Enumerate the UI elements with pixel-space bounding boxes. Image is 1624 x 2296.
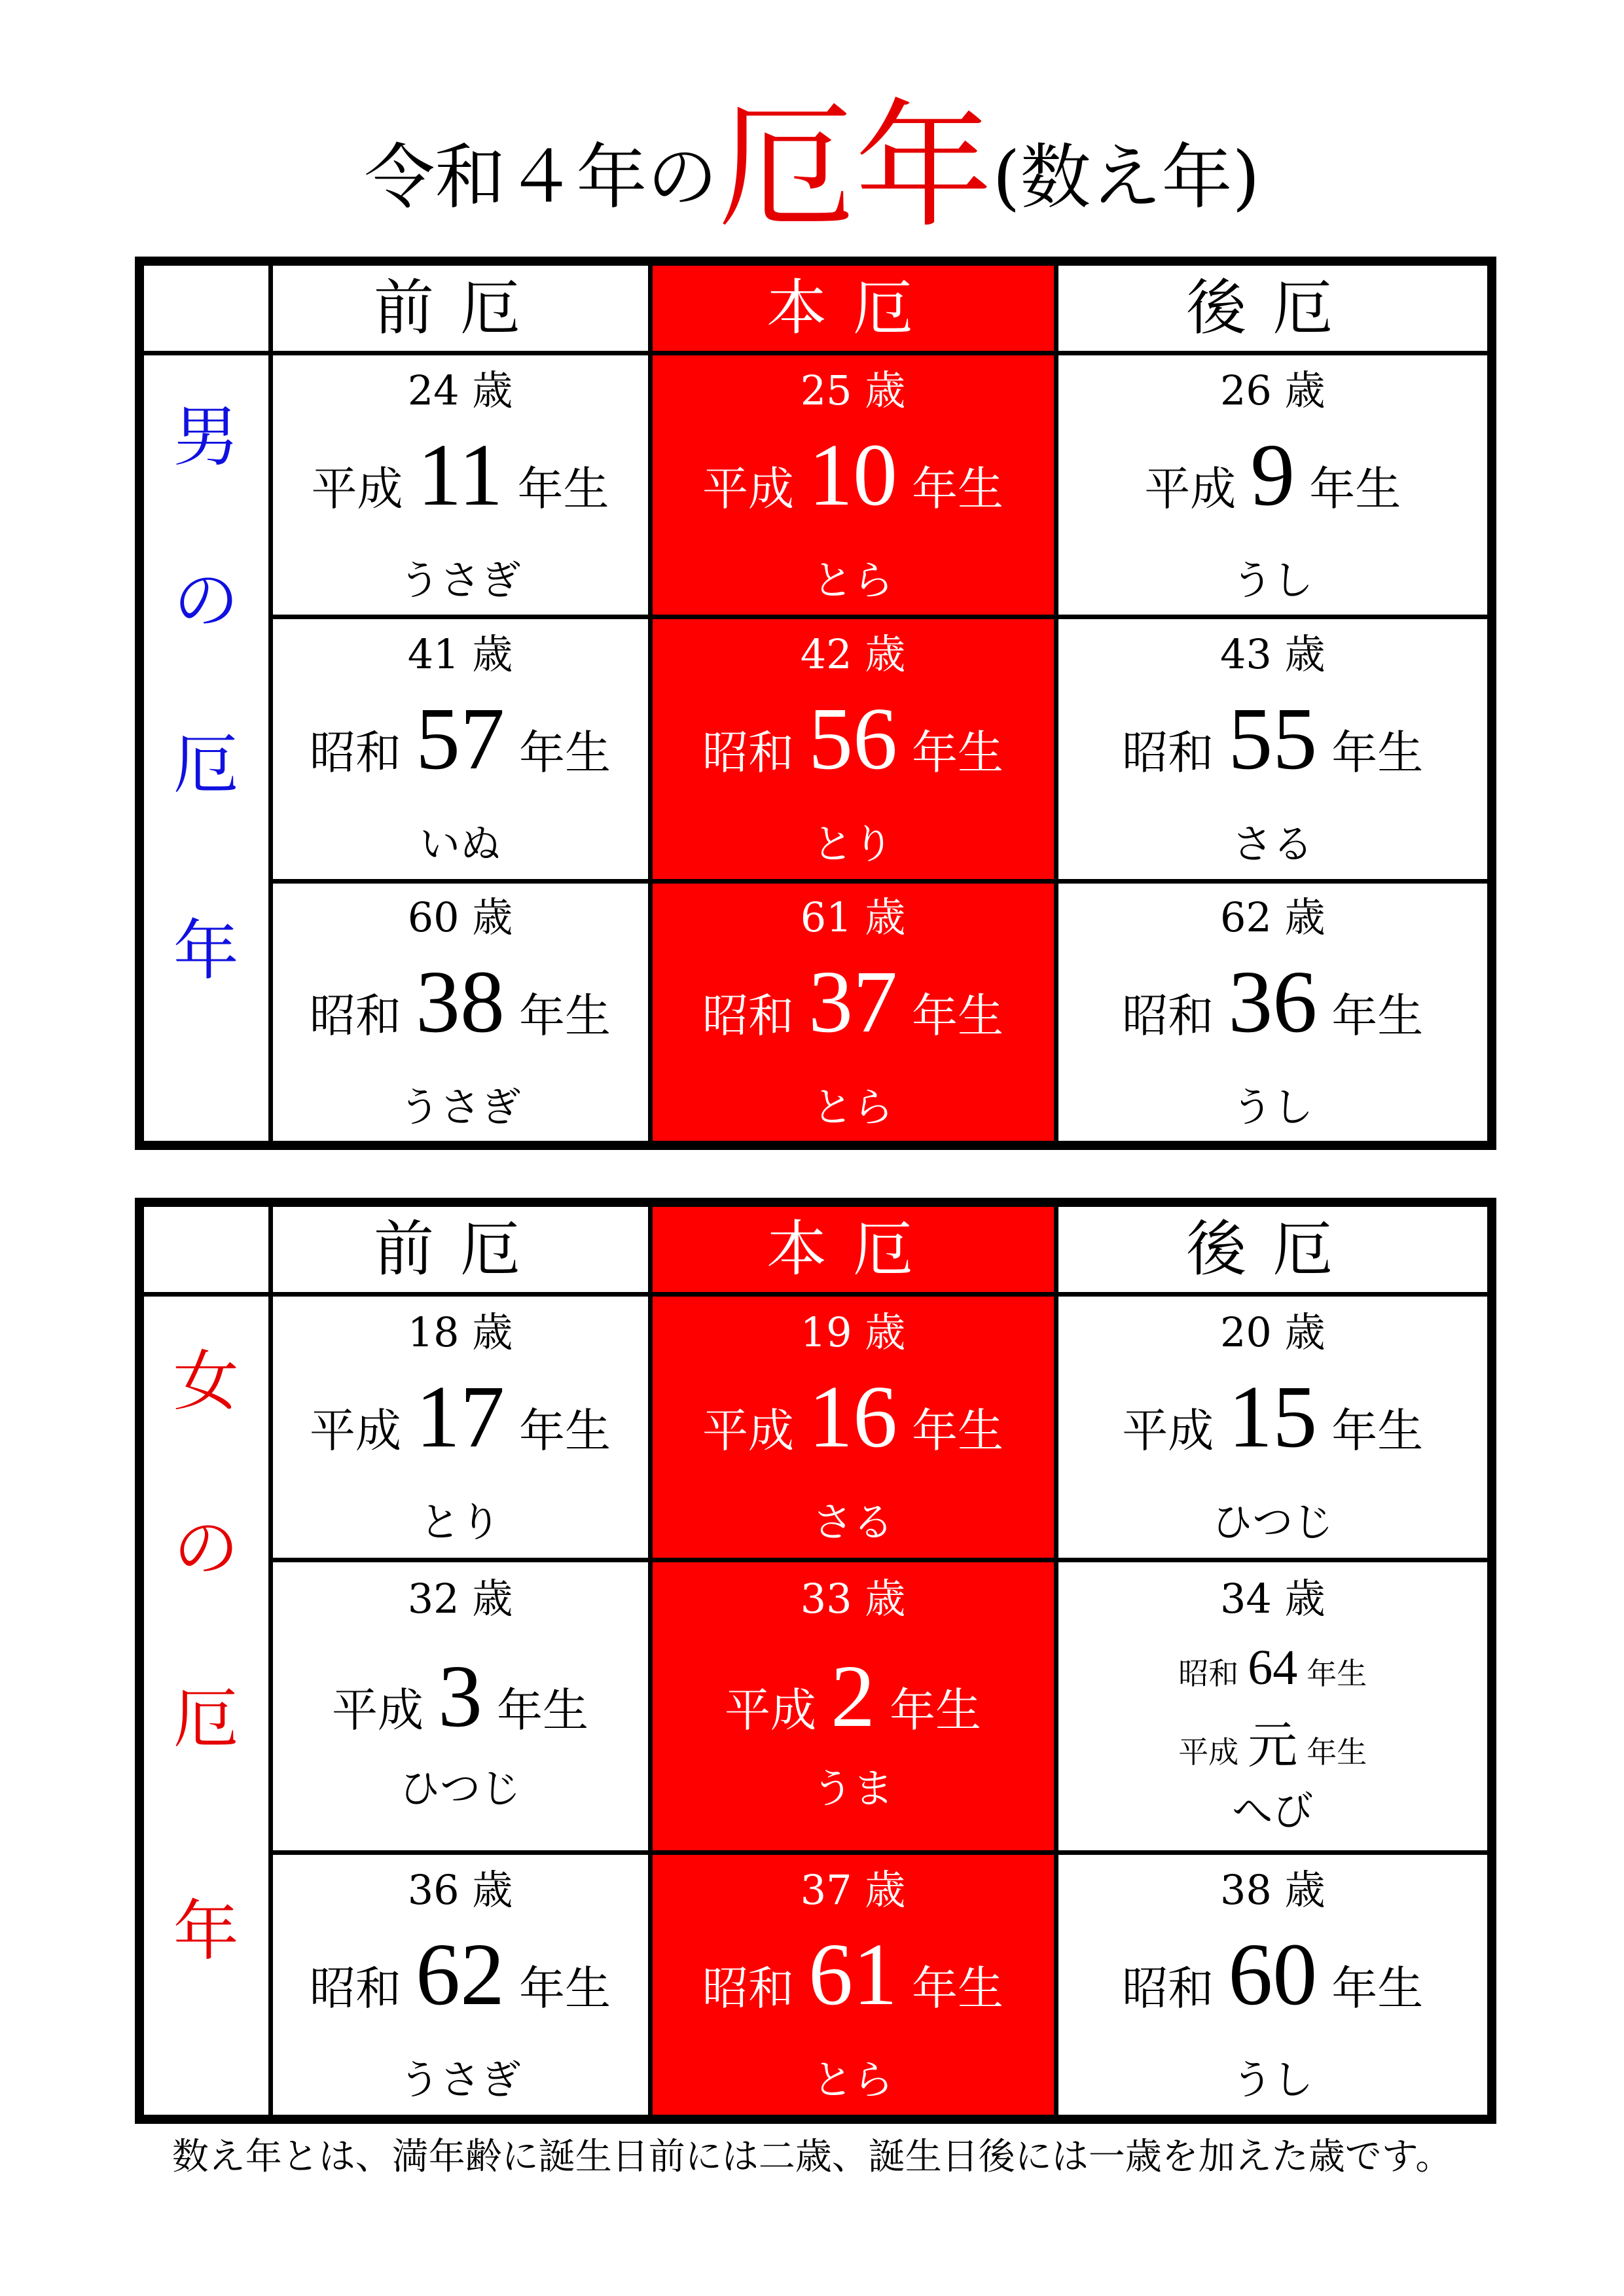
side-char: 年 xyxy=(173,1892,239,1969)
table-row xyxy=(139,353,1492,617)
year-number: 2 xyxy=(831,1647,875,1746)
zodiac-label: とら xyxy=(812,1083,893,1131)
year-suffix: 年生 xyxy=(890,1683,981,1738)
age-label: 24 歳 xyxy=(407,366,513,414)
era-name: 平成 xyxy=(702,461,794,516)
cell-honyaku xyxy=(650,353,1056,617)
year-suffix: 年生 xyxy=(497,1683,588,1738)
cell-maeyaku xyxy=(270,1294,650,1560)
era-name: 平成 xyxy=(1122,1404,1214,1458)
zodiac-label: うさぎ xyxy=(399,2056,521,2104)
age-label: 19 歳 xyxy=(800,1308,906,1357)
era-name: 平成 xyxy=(725,1683,816,1738)
birth-year xyxy=(653,953,1054,1051)
era-name: 昭和 xyxy=(310,989,401,1043)
header-corner xyxy=(139,1202,270,1294)
cell-atoyaku xyxy=(1056,881,1492,1145)
zodiac-label: へび xyxy=(1232,1787,1314,1835)
year-suffix: 年生 xyxy=(519,989,611,1043)
year-number: 9 xyxy=(1250,425,1295,524)
year-number: 3 xyxy=(438,1647,482,1746)
year-number: 16 xyxy=(808,1368,897,1467)
age-label: 42 歳 xyxy=(800,630,906,679)
cell-honyaku xyxy=(650,1294,1056,1560)
title-suffix: (数え年) xyxy=(992,137,1260,219)
zodiac-label: うし xyxy=(1232,556,1314,604)
year-number: 36 xyxy=(1228,953,1318,1051)
side-char: 厄 xyxy=(173,725,239,802)
men-yakudoshi-table xyxy=(135,257,1496,1150)
table-row xyxy=(139,617,1492,882)
year-suffix: 年生 xyxy=(912,1962,1003,2016)
cell-atoyaku xyxy=(1056,1294,1492,1560)
year-suffix: 年生 xyxy=(1331,1962,1424,2016)
era-name: 平成 xyxy=(310,1404,401,1458)
era-name: 昭和 xyxy=(1178,1656,1239,1692)
zodiac-label: ひつじ xyxy=(399,1765,521,1813)
zodiac-label: ひつじ xyxy=(1212,1498,1334,1547)
birth-year xyxy=(1058,1368,1488,1467)
era-name: 平成 xyxy=(1144,461,1236,516)
era-name: 昭和 xyxy=(1122,726,1214,780)
year-number: 17 xyxy=(416,1368,505,1467)
age-label: 61 歳 xyxy=(800,893,906,941)
year-number: 元 xyxy=(1248,1719,1298,1774)
year-number: 15 xyxy=(1228,1368,1318,1467)
year-suffix: 年生 xyxy=(912,1404,1003,1458)
cell-honyaku xyxy=(650,1560,1056,1853)
cell-honyaku xyxy=(650,1853,1056,2119)
age-label: 38 歳 xyxy=(1219,1866,1326,1914)
zodiac-label: とら xyxy=(812,556,893,604)
footnote: 数え年とは、満年齢に誕生日前には二歳、誕生日後には一歳を加えた歳です。 xyxy=(171,2136,1453,2178)
year-number: 57 xyxy=(416,690,505,789)
title-prefix: 令和４年の xyxy=(364,137,718,219)
year-number: 55 xyxy=(1228,690,1318,789)
zodiac-label: とり xyxy=(812,820,893,869)
birth-year xyxy=(273,1926,648,2024)
year-suffix: 年生 xyxy=(519,726,611,780)
cell-maeyaku xyxy=(270,1853,650,2119)
era-name: 平成 xyxy=(702,1404,794,1458)
era-name: 昭和 xyxy=(310,726,401,780)
cell-maeyaku xyxy=(270,881,650,1145)
cell-maeyaku xyxy=(270,617,650,882)
age-label: 32 歳 xyxy=(407,1575,513,1623)
year-number: 60 xyxy=(1228,1926,1318,2024)
era-name: 昭和 xyxy=(1122,1962,1214,2016)
year-suffix: 年生 xyxy=(1307,1656,1367,1692)
women-yakudoshi-table xyxy=(135,1198,1496,2124)
age-label: 37 歳 xyxy=(800,1866,906,1914)
cell-honyaku xyxy=(650,881,1056,1145)
year-suffix: 年生 xyxy=(912,461,1003,516)
women-side-label xyxy=(139,1294,270,2119)
header-row xyxy=(139,1202,1492,1294)
header-atoyaku: 後厄 xyxy=(1056,261,1492,353)
zodiac-label: うさぎ xyxy=(399,1083,521,1131)
zodiac-label: うし xyxy=(1232,2056,1314,2104)
header-atoyaku: 後厄 xyxy=(1056,1202,1492,1294)
age-label: 25 歳 xyxy=(800,366,906,414)
year-suffix: 年生 xyxy=(1309,461,1401,516)
birth-year xyxy=(273,425,648,524)
birth-year xyxy=(1058,1926,1488,2024)
zodiac-label: とら xyxy=(812,2056,893,2104)
title-emphasis: 厄年 xyxy=(717,86,993,247)
birth-year-showa xyxy=(1058,1640,1488,1696)
year-number: 61 xyxy=(808,1926,897,2024)
birth-year xyxy=(1058,953,1488,1051)
cell-honyaku xyxy=(650,617,1056,882)
age-label: 26 歳 xyxy=(1219,366,1326,414)
birth-year xyxy=(653,1647,1054,1746)
year-suffix: 年生 xyxy=(519,1404,611,1458)
side-char: 男 xyxy=(173,398,239,475)
birth-year xyxy=(273,1368,648,1467)
side-char: の xyxy=(173,1509,239,1587)
cell-atoyaku xyxy=(1056,617,1492,882)
header-honyaku: 本厄 xyxy=(650,261,1056,353)
birth-year xyxy=(273,1647,648,1746)
age-label: 60 歳 xyxy=(407,893,513,941)
year-number: 38 xyxy=(416,953,505,1051)
year-suffix: 年生 xyxy=(912,726,1003,780)
era-name: 昭和 xyxy=(702,989,794,1043)
cell-maeyaku xyxy=(270,353,650,617)
year-suffix: 年生 xyxy=(1331,726,1424,780)
table-row xyxy=(139,1853,1492,2119)
era-name: 平成 xyxy=(1178,1734,1239,1770)
header-row xyxy=(139,261,1492,353)
era-name: 昭和 xyxy=(702,726,794,780)
birth-year xyxy=(653,425,1054,524)
year-number: 62 xyxy=(416,1926,505,2024)
zodiac-label: とり xyxy=(419,1498,501,1547)
side-char: 年 xyxy=(173,912,239,989)
era-name: 昭和 xyxy=(1122,989,1214,1043)
birth-year xyxy=(273,953,648,1051)
birth-year xyxy=(653,690,1054,789)
zodiac-label: うま xyxy=(812,1765,893,1813)
year-number: 56 xyxy=(808,690,897,789)
year-number: 11 xyxy=(417,425,503,524)
era-name: 平成 xyxy=(332,1683,424,1738)
year-number: 10 xyxy=(808,425,897,524)
year-suffix: 年生 xyxy=(912,989,1003,1043)
table-row xyxy=(139,1294,1492,1560)
era-name: 平成 xyxy=(311,461,403,516)
year-suffix: 年生 xyxy=(1331,1404,1424,1458)
cell-atoyaku xyxy=(1056,353,1492,617)
cell-atoyaku xyxy=(1056,1560,1492,1853)
birth-year xyxy=(1058,425,1488,524)
birth-year-heisei xyxy=(1058,1719,1488,1774)
zodiac-label: いぬ xyxy=(419,820,501,869)
age-label: 18 歳 xyxy=(407,1308,513,1357)
zodiac-label: うさぎ xyxy=(399,556,521,604)
age-label: 43 歳 xyxy=(1219,630,1326,679)
age-label: 41 歳 xyxy=(407,630,513,679)
birth-year xyxy=(653,1926,1054,2024)
header-maeyaku: 前厄 xyxy=(270,261,650,353)
age-label: 33 歳 xyxy=(800,1575,906,1623)
age-label: 36 歳 xyxy=(407,1866,513,1914)
header-maeyaku: 前厄 xyxy=(270,1202,650,1294)
table-row xyxy=(139,1560,1492,1853)
header-corner xyxy=(139,261,270,353)
zodiac-label: うし xyxy=(1232,1083,1314,1131)
birth-year xyxy=(1058,690,1488,789)
table-row xyxy=(139,881,1492,1145)
header-honyaku: 本厄 xyxy=(650,1202,1056,1294)
cell-atoyaku xyxy=(1056,1853,1492,2119)
year-suffix: 年生 xyxy=(517,461,609,516)
era-name: 昭和 xyxy=(310,1962,401,2016)
side-char: 厄 xyxy=(173,1679,239,1757)
age-label: 34 歳 xyxy=(1219,1575,1326,1623)
birth-year xyxy=(653,1368,1054,1467)
era-name: 昭和 xyxy=(702,1962,794,2016)
year-suffix: 年生 xyxy=(1331,989,1424,1043)
page-title xyxy=(0,85,1624,247)
zodiac-label: さる xyxy=(812,1498,893,1547)
men-side-label xyxy=(139,353,270,1145)
year-suffix: 年生 xyxy=(1307,1734,1367,1770)
cell-maeyaku xyxy=(270,1560,650,1853)
side-char: の xyxy=(173,562,239,639)
year-suffix: 年生 xyxy=(519,1962,611,2016)
year-number: 64 xyxy=(1248,1640,1298,1696)
age-label: 62 歳 xyxy=(1219,893,1326,941)
year-number: 37 xyxy=(808,953,897,1051)
birth-year xyxy=(273,690,648,789)
zodiac-label: さる xyxy=(1232,820,1314,869)
side-char: 女 xyxy=(173,1342,239,1420)
age-label: 20 歳 xyxy=(1219,1308,1326,1357)
